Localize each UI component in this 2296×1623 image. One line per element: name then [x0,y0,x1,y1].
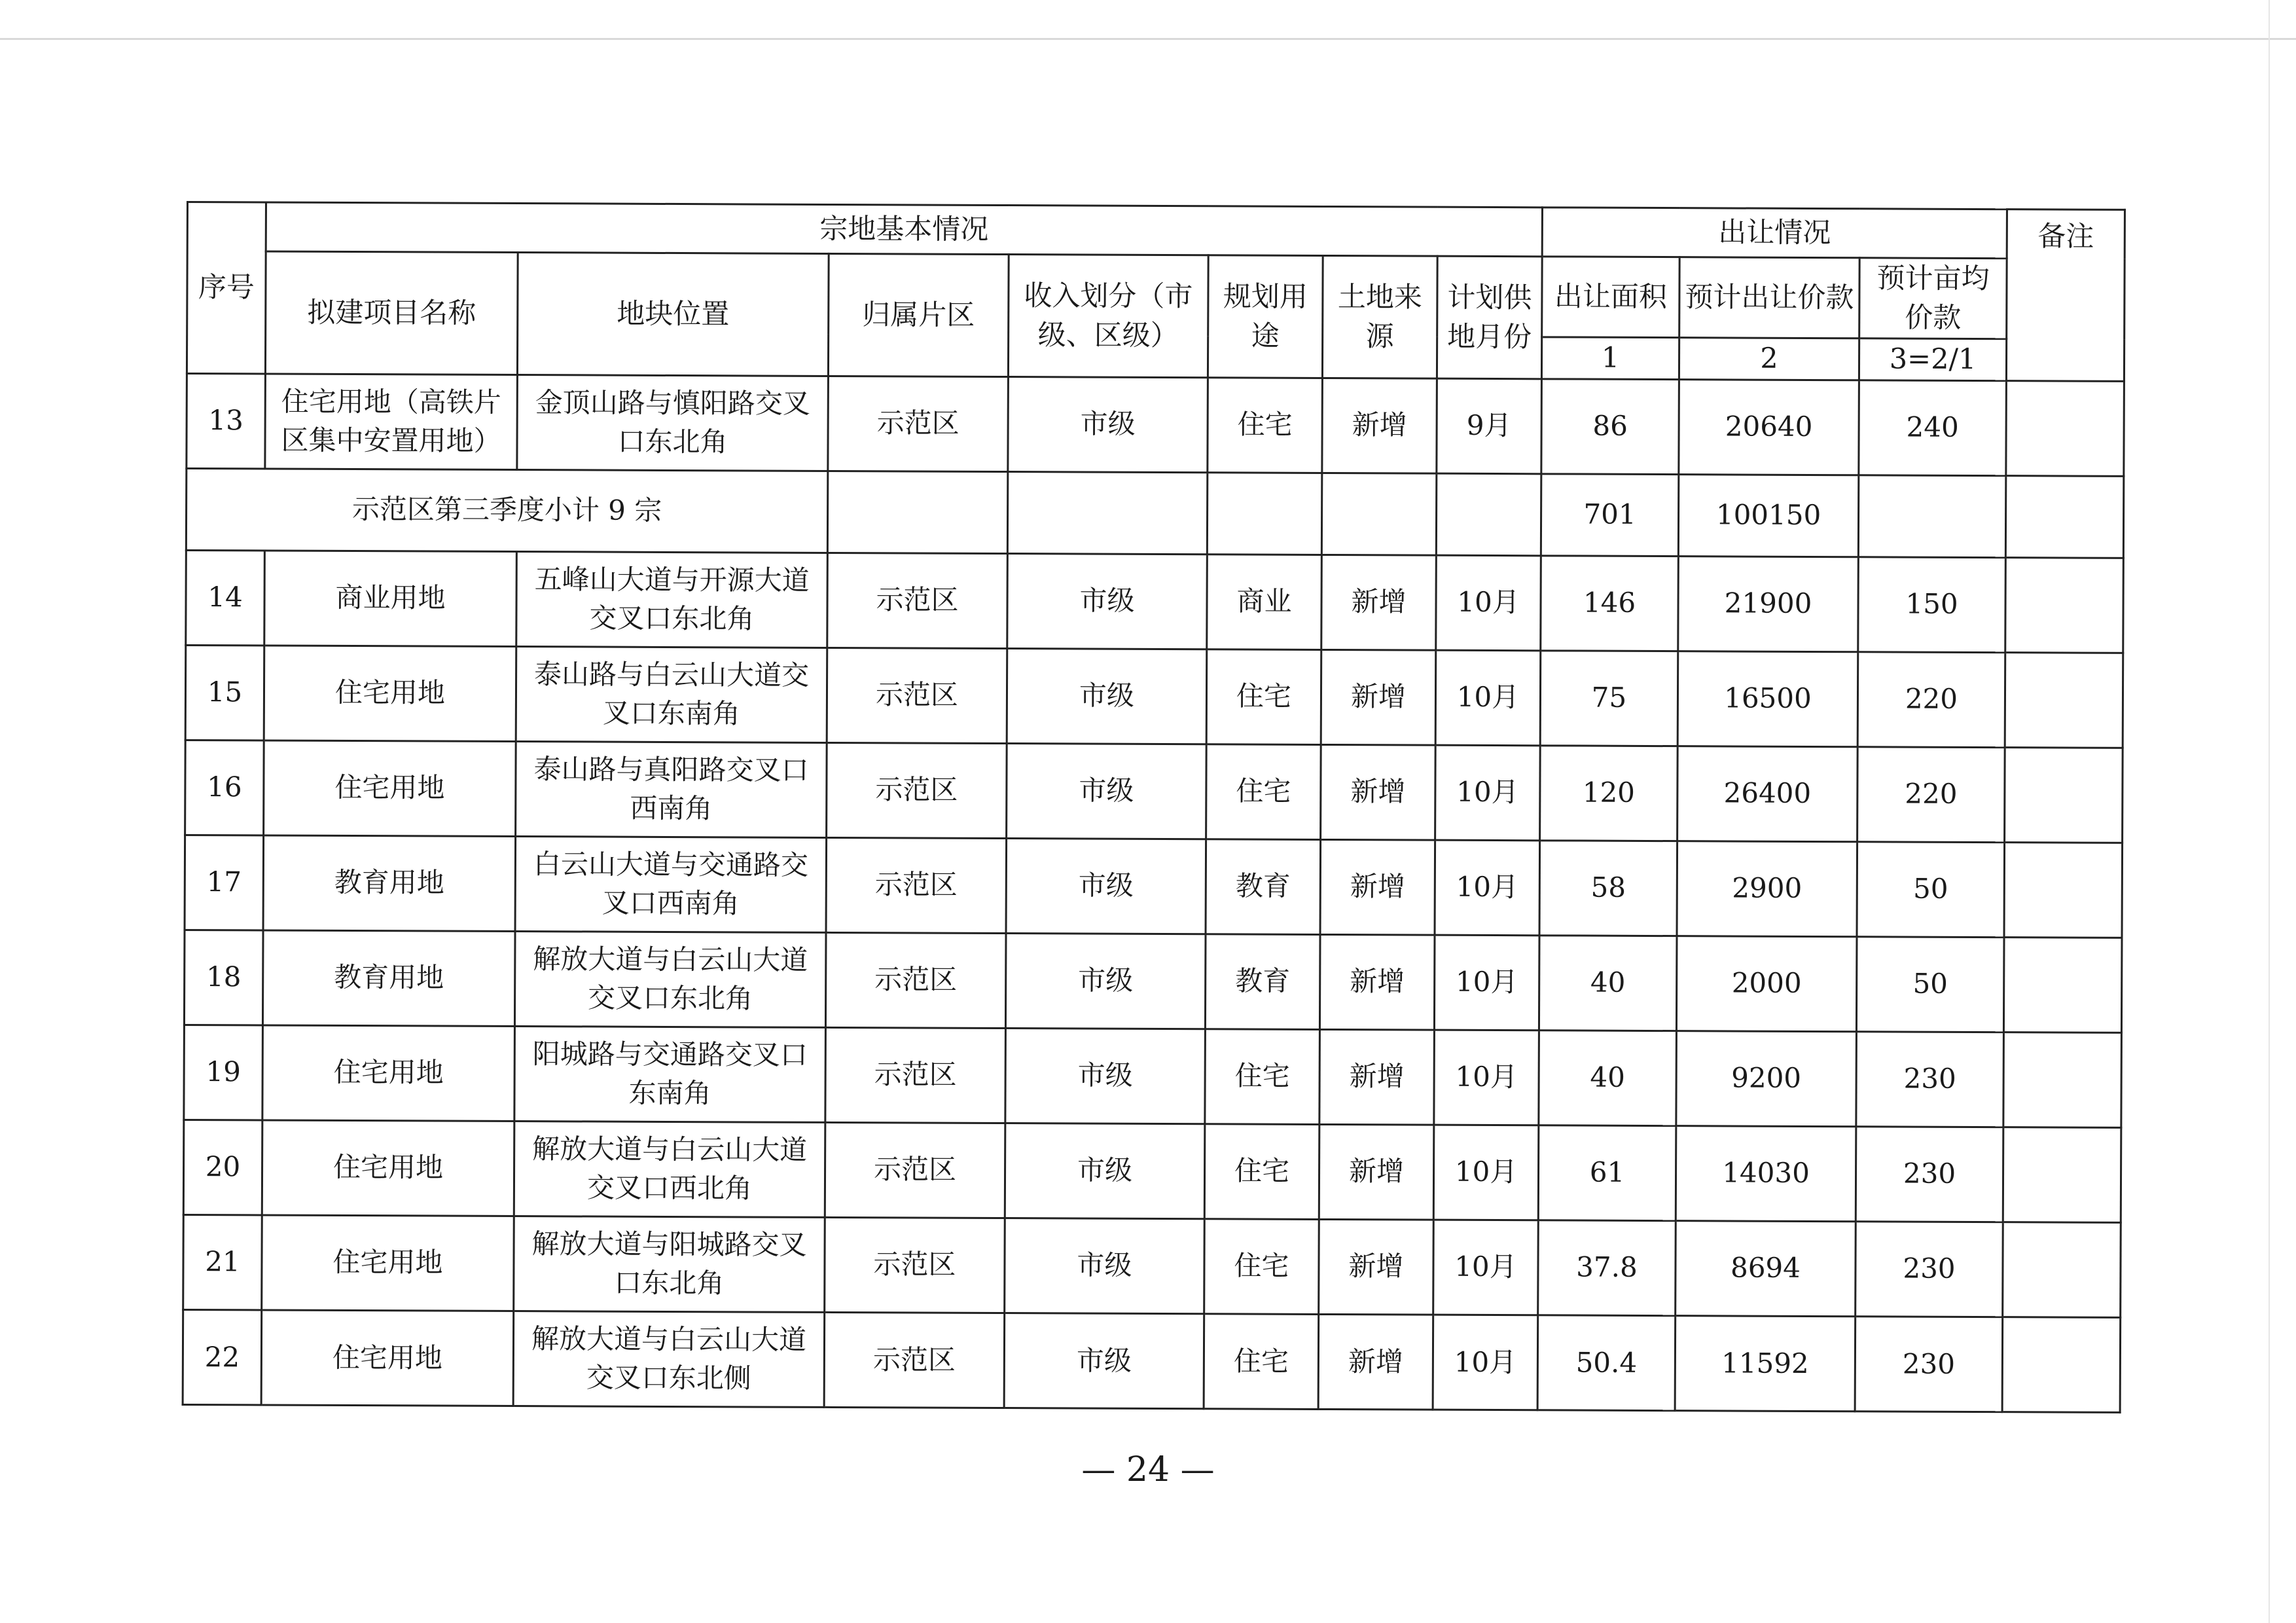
cell-project-name: 住宅用地（高铁片区集中安置用地） [265,374,518,470]
cell-location: 解放大道与阳城路交叉口东北角 [514,1216,825,1312]
subtotal-empty-month [1436,473,1541,556]
cell-transfer-area: 40 [1539,1030,1677,1126]
cell-location: 阳城路与交通路交叉口东南角 [514,1026,826,1122]
cell-income-split: 市级 [1005,1123,1205,1218]
cell-land-source: 新增 [1319,1219,1434,1315]
header-remark: 备注 [2006,210,2125,381]
cell-planned-use: 住宅 [1205,1029,1320,1125]
cell-expected-price: 2900 [1677,841,1857,936]
header-col-no-3: 3=2/1 [1859,338,2006,380]
cell-project-name: 住宅用地 [264,646,516,742]
cell-district: 示范区 [827,647,1007,743]
cell-income-split: 市级 [1007,648,1207,744]
cell-expected-price: 9200 [1676,1030,1857,1126]
cell-land-source: 新增 [1321,744,1436,840]
cell-location: 解放大道与白云山大道交叉口东北角 [514,931,826,1027]
cell-land-source: 新增 [1318,1314,1433,1410]
header-basic-group: 宗地基本情况 [266,202,1542,257]
cell-land-source: 新增 [1321,555,1437,650]
cell-seq: 13 [187,373,266,469]
header-land-source: 土地来源 [1322,255,1437,378]
cell-seq: 22 [183,1309,262,1405]
cell-unit-price: 50 [1857,841,2005,937]
cell-transfer-area: 120 [1540,745,1678,841]
header-location: 地块位置 [517,253,829,376]
cell-supply-month: 10月 [1433,1220,1539,1315]
subtotal-area: 701 [1541,473,1679,556]
cell-income-split: 市级 [1007,743,1207,839]
cell-land-source: 新增 [1320,839,1435,935]
cell-planned-use: 住宅 [1206,744,1321,839]
cell-expected-price: 11592 [1675,1316,1856,1412]
cell-unit-price: 50 [1856,937,2004,1032]
cell-project-name: 教育用地 [262,930,515,1027]
cell-district: 示范区 [827,742,1007,838]
cell-project-name: 住宅用地 [262,1120,514,1216]
cell-unit-price: 220 [1857,746,2005,842]
cell-income-split: 市级 [1008,376,1208,472]
cell-remark [2005,652,2123,748]
cell-supply-month: 10月 [1435,840,1540,936]
table-row [184,930,2122,1032]
cell-planned-use: 住宅 [1204,1124,1319,1220]
cell-remark [2003,1032,2122,1127]
scan-page-edge-right [2269,0,2270,1623]
cell-seq: 15 [185,645,264,740]
cell-transfer-area: 86 [1541,378,1679,474]
header-income-split: 收入划分（市级、区级） [1008,255,1208,378]
cell-expected-price: 21900 [1678,556,1859,651]
cell-location: 白云山大道与交通路交叉口西南角 [515,836,827,932]
cell-transfer-area: 146 [1541,555,1679,651]
header-row-groups [187,202,2125,259]
table-row [183,1214,2121,1317]
cell-supply-month: 10月 [1433,1315,1538,1410]
cell-location: 五峰山大道与开源大道交叉口东北角 [516,551,828,647]
cell-income-split: 市级 [1005,933,1206,1029]
cell-planned-use: 教育 [1205,934,1320,1030]
subtotal-empty-unit [1858,475,2006,557]
table-row [184,1025,2122,1127]
cell-income-split: 市级 [1007,553,1208,649]
header-transfer-area: 出让面积 [1542,257,1679,338]
cell-supply-month: 10月 [1436,555,1541,651]
table-row [185,645,2123,748]
cell-remark [2003,1222,2121,1317]
cell-unit-price: 230 [1855,1317,2003,1412]
subtotal-price: 100150 [1678,474,1858,556]
cell-transfer-area: 40 [1539,936,1677,1031]
subtotal-label: 示范区第三季度小计 9 宗 [186,468,827,553]
cell-remark [2003,937,2122,1032]
cell-transfer-area: 58 [1539,841,1677,936]
header-project-name: 拟建项目名称 [265,251,518,374]
header-col-no-1: 1 [1541,337,1679,379]
table-row [185,740,2123,843]
header-supply-month: 计划供地月份 [1437,256,1542,378]
cell-location: 解放大道与白云山大道交叉口东北侧 [513,1311,825,1407]
cell-land-source: 新增 [1319,934,1435,1030]
cell-remark [2003,1127,2121,1222]
table-row [186,550,2124,653]
cell-seq: 18 [184,930,263,1025]
cell-project-name: 教育用地 [263,835,516,932]
header-transfer-group: 出让情况 [1542,208,2007,259]
cell-district: 示范区 [825,1027,1006,1123]
cell-seq: 17 [185,835,264,930]
cell-transfer-area: 37.8 [1538,1220,1676,1316]
cell-land-source: 新增 [1319,1029,1435,1125]
subtotal-empty-source [1321,473,1437,555]
cell-land-source: 新增 [1319,1124,1434,1220]
page-number: — 24 — [1081,1450,1215,1489]
cell-unit-price: 230 [1856,1127,2003,1222]
cell-land-source: 新增 [1322,378,1437,473]
cell-unit-price: 240 [1859,380,2007,475]
cell-district: 示范区 [825,1217,1005,1313]
cell-location: 泰山路与白云山大道交叉口东南角 [516,646,827,742]
cell-unit-price: 150 [1858,556,2006,652]
cell-supply-month: 9月 [1437,378,1542,474]
cell-transfer-area: 75 [1540,650,1678,746]
cell-transfer-area: 61 [1538,1125,1676,1221]
cell-project-name: 住宅用地 [264,740,516,837]
cell-expected-price: 20640 [1679,379,1859,475]
cell-project-name: 住宅用地 [262,1215,514,1311]
table-row [185,835,2123,938]
subtotal-empty-use [1207,472,1322,555]
header-row-columns [187,251,2125,340]
subtotal-empty-income [1007,471,1207,554]
cell-expected-price: 14030 [1676,1125,1856,1221]
cell-seq: 20 [183,1120,262,1215]
subtotal-empty-remark [2005,475,2124,558]
cell-remark [2006,380,2125,476]
subtotal-empty-district [827,471,1007,553]
cell-supply-month: 10月 [1434,935,1539,1030]
cell-supply-month: 10月 [1434,1030,1539,1125]
cell-district: 示范区 [824,1312,1005,1408]
cell-expected-price: 16500 [1677,651,1858,746]
cell-supply-month: 10月 [1435,650,1541,746]
cell-district: 示范区 [828,376,1009,471]
cell-planned-use: 教育 [1206,839,1321,934]
header-col-no-2: 2 [1679,338,1859,380]
scan-page-edge-top [0,38,2296,40]
cell-seq: 16 [185,740,264,835]
table-row [187,373,2125,476]
cell-district: 示范区 [825,932,1006,1028]
cell-seq: 14 [186,550,265,646]
cell-project-name: 商业用地 [264,551,517,647]
cell-district: 示范区 [826,837,1007,933]
land-supply-table [182,201,2126,1413]
cell-district: 示范区 [827,553,1008,648]
cell-unit-price: 230 [1856,1032,2004,1127]
cell-planned-use: 住宅 [1204,1314,1319,1410]
cell-income-split: 市级 [1005,1218,1205,1313]
cell-project-name: 住宅用地 [262,1025,515,1122]
cell-remark [2005,747,2123,843]
cell-income-split: 市级 [1005,1028,1206,1123]
cell-expected-price: 8694 [1676,1220,1856,1316]
header-seq: 序号 [187,202,266,374]
cell-income-split: 市级 [1004,1313,1204,1408]
cell-location: 泰山路与真阳路交叉口西南角 [516,741,827,837]
cell-expected-price: 2000 [1676,936,1857,1031]
cell-seq: 21 [183,1214,262,1310]
table-row [183,1120,2121,1222]
cell-remark [2004,842,2123,938]
cell-district: 示范区 [825,1122,1005,1218]
header-district: 归属片区 [828,253,1009,376]
subtotal-row [186,468,2123,558]
header-unit-price: 预计亩均价款 [1859,258,2007,339]
cell-unit-price: 220 [1857,651,2005,747]
header-expected-price: 预计出让价款 [1679,257,1859,338]
cell-seq: 19 [184,1025,263,1120]
cell-project-name: 住宅用地 [261,1310,514,1406]
cell-planned-use: 住宅 [1208,377,1323,473]
cell-land-source: 新增 [1321,649,1436,745]
table-row [183,1309,2121,1412]
cell-planned-use: 商业 [1207,554,1322,649]
cell-transfer-area: 50.4 [1537,1315,1676,1411]
cell-planned-use: 住宅 [1204,1219,1319,1315]
cell-supply-month: 10月 [1433,1125,1539,1220]
cell-remark [2005,557,2124,653]
cell-location: 金顶山路与慎阳路交叉口东北角 [517,374,829,471]
cell-location: 解放大道与白云山大道交叉口西北角 [514,1121,825,1217]
cell-supply-month: 10月 [1435,745,1541,841]
cell-income-split: 市级 [1006,838,1206,934]
cell-unit-price: 230 [1856,1222,2003,1317]
cell-expected-price: 26400 [1677,746,1858,841]
header-planned-use: 规划用途 [1208,255,1323,378]
cell-remark [2002,1317,2121,1413]
cell-planned-use: 住宅 [1206,649,1321,744]
